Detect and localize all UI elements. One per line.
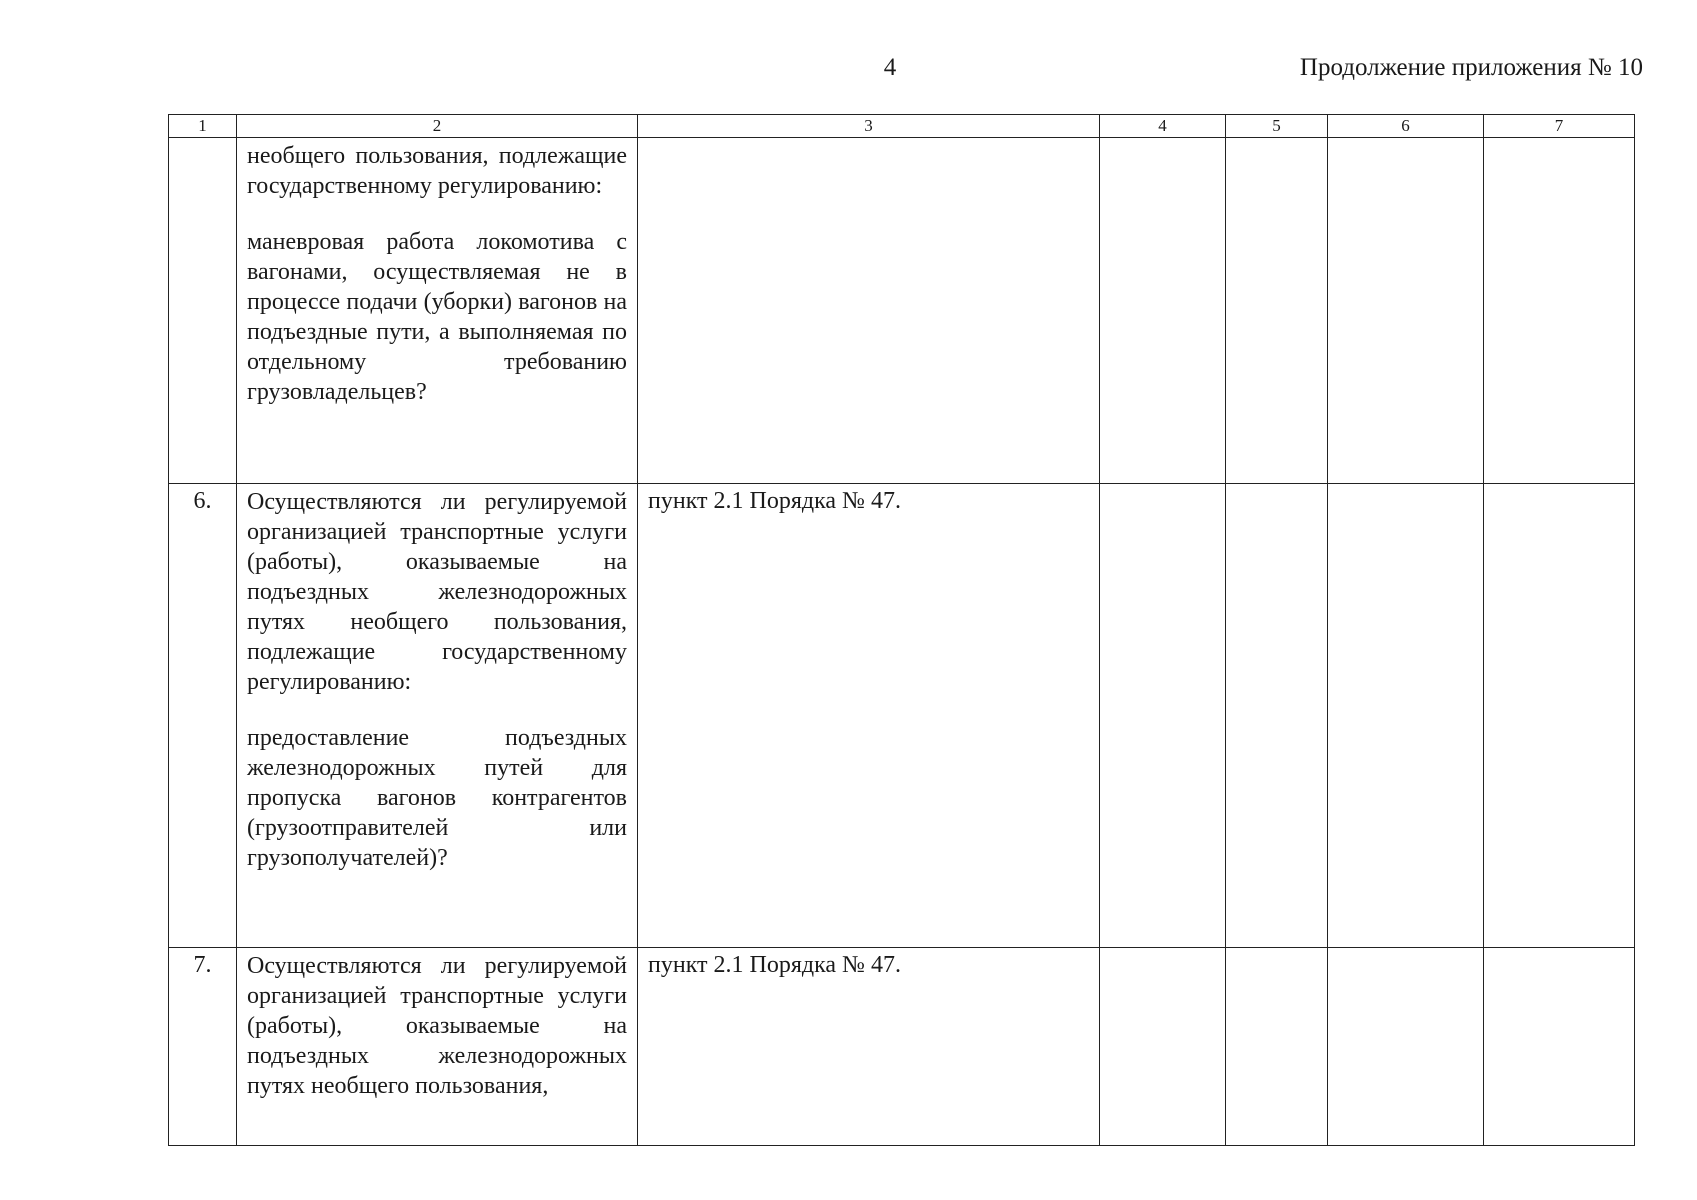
reference-cell: пункт 2.1 Порядка № 47. [638,484,1100,948]
empty-cell [1100,138,1226,484]
question-cell [237,484,638,948]
empty-cell [1226,484,1328,948]
column-header-1: 1 [169,115,237,138]
table-row [169,138,1635,484]
column-header-row [169,115,1635,138]
reference-cell [638,138,1100,484]
empty-cell [1484,948,1635,1146]
question-cell [237,948,638,1146]
empty-cell [1100,484,1226,948]
table-row [169,484,1635,948]
column-header-2: 2 [237,115,638,138]
reference-cell: пункт 2.1 Порядка № 47. [638,948,1100,1146]
question-text: Осуществляются ли регулируемой организацией транспортные услуги (работы), оказываемые на подъездных железнодорожных путях необщего пользования, [247,953,627,1099]
empty-cell [1328,484,1484,948]
empty-cell [1328,948,1484,1146]
question-text: предоставление подъездных железнодорожных путей для пропуска вагонов контрагентов (грузоотправителей или грузополучателей)? [247,725,627,871]
question-text: Осуществляются ли регулируемой организацией транспортные услуги (работы), оказываемые на подъездных железнодорожных путях необщего пользования, подлежащие государственному регулированию: [247,489,627,695]
empty-cell [1484,138,1635,484]
checklist-table [168,114,1635,1146]
appendix-label: Продолжение приложения № 10 [1299,54,1643,81]
table-row [169,948,1635,1146]
empty-cell [1328,138,1484,484]
empty-cell [1226,138,1328,484]
empty-cell [1226,948,1328,1146]
question-text: необщего пользования, подлежащие государственному регулированию: [247,143,627,199]
row-number: 6. [169,484,237,948]
column-header-3: 3 [638,115,1100,138]
page-number: 4 [883,54,897,81]
column-header-6: 6 [1328,115,1484,138]
row-number [169,138,237,484]
question-cell [237,138,638,484]
column-header-7: 7 [1484,115,1635,138]
column-header-5: 5 [1226,115,1328,138]
empty-cell [1484,484,1635,948]
column-header-4: 4 [1100,115,1226,138]
question-text: маневровая работа локомотива с вагонами, осуществляемая не в процессе подачи (уборки) вагонов на подъездные пути, а выполняемая по отдельному требованию грузовладельцев? [247,229,627,405]
row-number: 7. [169,948,237,1146]
empty-cell [1100,948,1226,1146]
